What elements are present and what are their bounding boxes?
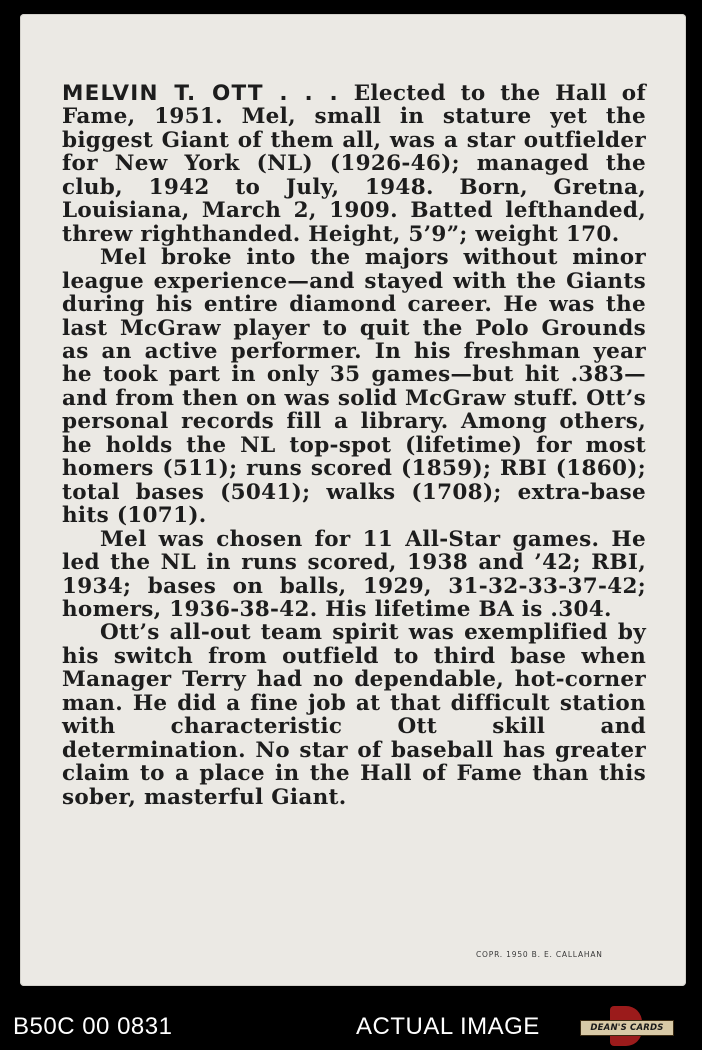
copyright-notice: COPR. 1950 B. E. CALLAHAN — [476, 950, 603, 959]
actual-image-label: ACTUAL IMAGE — [356, 1013, 540, 1040]
player-name: MELVIN T. OTT . . . — [62, 81, 339, 106]
item-id: B50C 00 0831 — [13, 1013, 173, 1040]
footer-bar — [0, 1000, 702, 1050]
card-back — [20, 14, 686, 986]
deans-cards-logo-icon — [580, 1006, 676, 1046]
bio-paragraph-1 — [62, 82, 646, 246]
bio-paragraph-3: Mel was chosen for 11 All-Star games. He led the NL in runs scored, 1938 and ’42; RBI, 1934; bases on balls, 1929, 31-32-33-37-42; homers, 1936-38-42. His lifetime BA is .304. — [62, 526, 646, 622]
bio-paragraph-4: Ott’s all-out team spirit was exemplified by his switch from outfield to third base when Manager Terry had no dependable, hot-corner man. He did a fine job at that difficult station with characteristic Ott skill and determination. No star of baseball has greater claim to a place in the Hall of Fame than this sober, masterful Giant. — [62, 620, 646, 810]
logo-text: DEAN'S CARDS — [580, 1020, 674, 1036]
card-bio-text — [62, 82, 646, 809]
bio-paragraph-2: Mel broke into the majors without minor league experience—and stayed with the Giants during his entire diamond career. He was the last McGraw player to quit the Polo Grounds as an active performer. In his freshman year he took part in only 35 games—but hit .383—and from then on was solid McGraw stuff. Ott’s personal records fill a library. Among others, he holds the NL top-spot (lifetime) for most homers (511); runs scored (1859); RBI (1860); total bases (5041); walks (1708); extra-base hits (1071). — [62, 245, 646, 529]
bio-paragraph-1-text: Elected to the Hall of Fame, 1951. Mel, small in stature yet the biggest Giant of them all, was a star outfielder for New York (NL) (1926-46); managed the club, 1942 to July, 1948. Born, Gretna, Louisiana, March 2, 1909. Batted lefthanded, threw righthanded. Height, 5’9”; weight 170. — [62, 81, 646, 247]
